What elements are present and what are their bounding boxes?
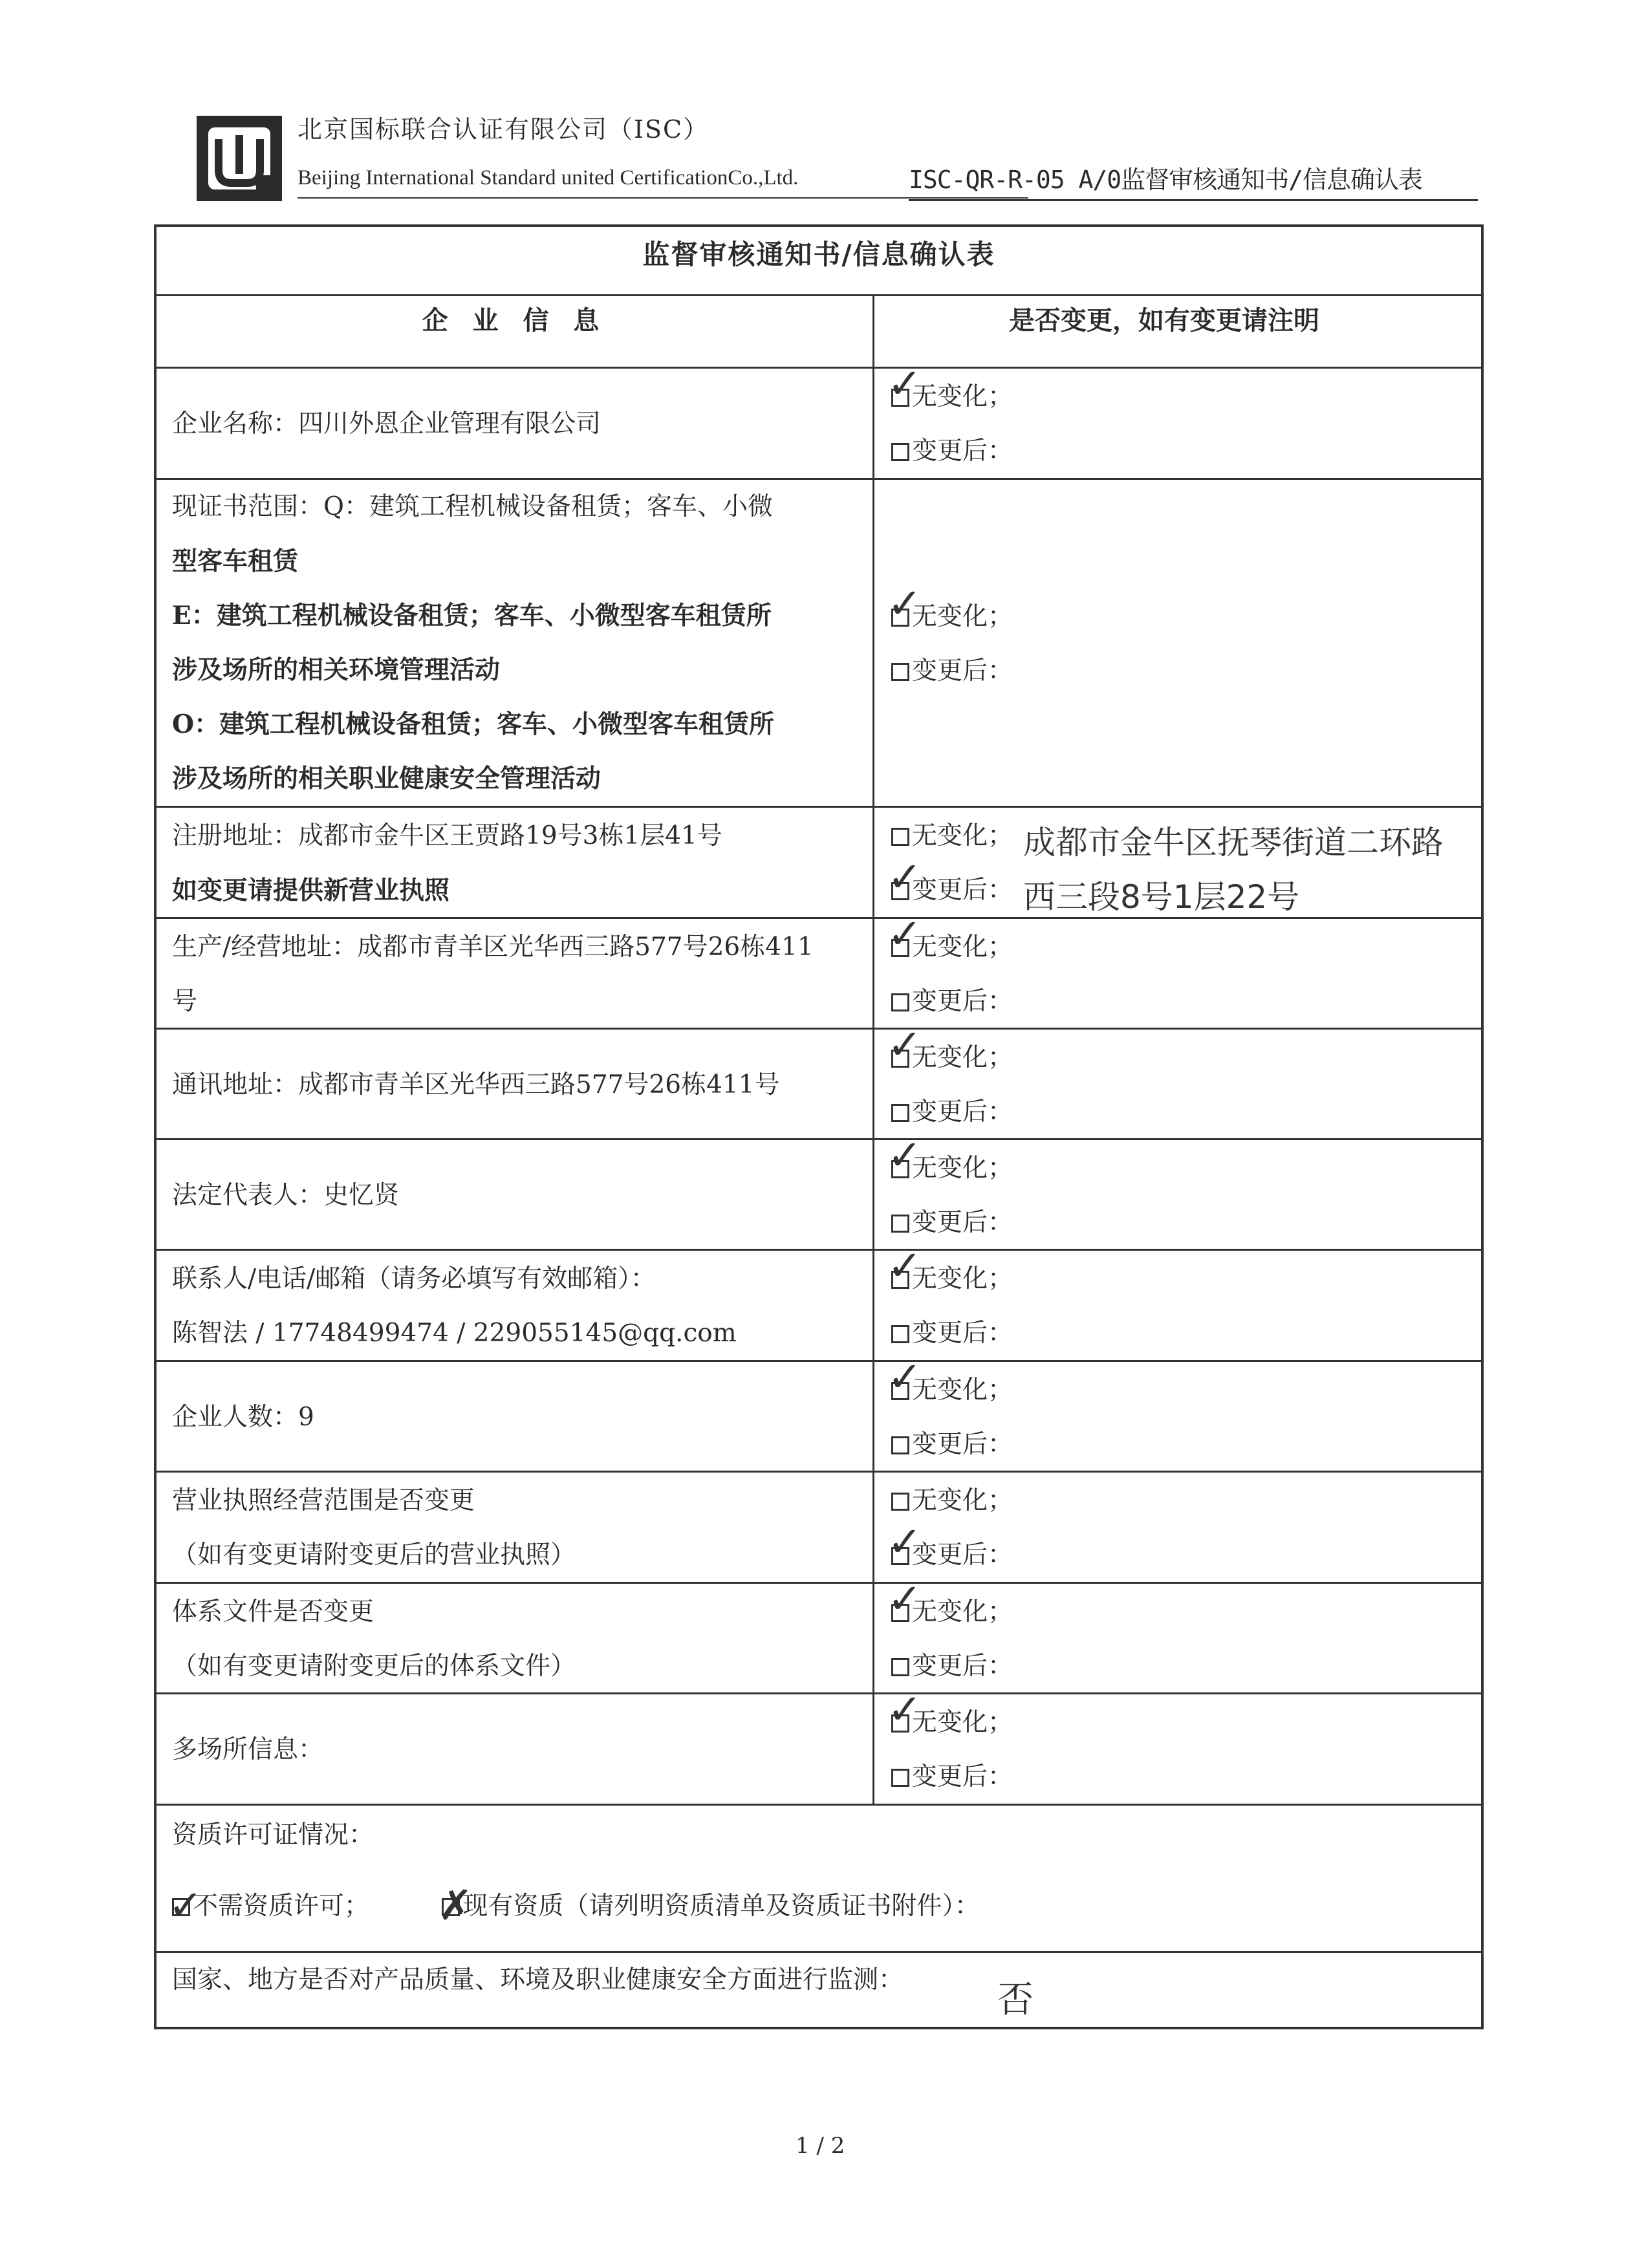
- company-name-field: 企业名称：四川外恩企业管理有限公司: [172, 409, 601, 438]
- checkmark-icon: ✓: [887, 1242, 922, 1290]
- option-changed[interactable]: 变更后：: [891, 975, 1481, 1029]
- checkmark-icon: ✓: [887, 1686, 922, 1734]
- column-header-row: [157, 296, 1481, 369]
- option-changed[interactable]: 变更后：: [891, 1085, 1481, 1139]
- option-has-qualification[interactable]: ✗ 现有资质（请列明资质清单及资质证书附件）：: [442, 1892, 980, 1921]
- checkmark-icon: ✓: [887, 1518, 922, 1566]
- option-no-change[interactable]: ✓ 无变化；: [891, 920, 1481, 975]
- legal-representative-field: 法定代表人：史忆贤: [172, 1181, 400, 1210]
- supervision-question: 国家、地方是否对产品质量、环境及职业健康安全方面进行监测：: [172, 1965, 904, 1994]
- checkbox-icon[interactable]: [891, 828, 909, 846]
- system-documents-question: 体系文件是否变更: [172, 1597, 374, 1626]
- checkmark-icon: ✓: [168, 1882, 203, 1930]
- qualification-label: 资质许可证情况：: [172, 1820, 374, 1850]
- checkbox-icon[interactable]: [891, 1658, 909, 1676]
- row-supervision: [157, 1953, 1481, 2027]
- scope-line: 涉及场所的相关环境管理活动: [172, 655, 501, 685]
- row-license-scope: [157, 1473, 1481, 1584]
- row-qualification: [157, 1806, 1481, 1953]
- checkbox-icon[interactable]: [891, 1493, 909, 1511]
- checkbox-icon[interactable]: [891, 1325, 909, 1343]
- option-no-change[interactable]: ✓ 无变化；: [891, 1696, 1481, 1750]
- scope-line: 现证书范围：Q：建筑工程机械设备租赁；客车、小微: [172, 492, 773, 521]
- isc-logo-icon: [194, 113, 285, 204]
- license-scope-question: 营业执照经营范围是否变更: [172, 1486, 475, 1515]
- row-certificate-scope: [157, 480, 1481, 808]
- company-name-cn: 北京国标联合认证有限公司（ISC）: [298, 115, 709, 144]
- checkbox-icon[interactable]: [891, 1215, 909, 1233]
- option-no-change[interactable]: ✓ 无变化；: [891, 370, 1481, 424]
- mailing-address-field: 通讯地址：成都市青羊区光华西三路577号26栋411号: [172, 1070, 780, 1099]
- business-address-field: 号: [172, 987, 198, 1016]
- form-title: 监督审核通知书/信息确认表: [642, 239, 995, 270]
- option-no-change[interactable]: ✓ 无变化；: [891, 1363, 1481, 1418]
- option-changed[interactable]: 变更后：: [891, 1306, 1481, 1361]
- row-registered-address: [157, 808, 1481, 919]
- checkmark-icon: ✓: [887, 1132, 922, 1180]
- multi-site-field: 多场所信息：: [172, 1735, 324, 1764]
- document-code: ISC-QR-R-05 A/0监督审核通知书/信息确认表: [909, 160, 1478, 201]
- checkbox-icon[interactable]: [891, 663, 909, 681]
- option-no-change[interactable]: ✓ 无变化；: [891, 1031, 1481, 1085]
- checkmark-icon: ✓: [887, 1021, 922, 1069]
- column-header-change: 是否变更，如有变更请注明: [1009, 305, 1319, 336]
- row-employee-count: [157, 1354, 1481, 1473]
- column-header-company-info: 企 业 信 息: [157, 296, 874, 367]
- handwritten-new-address: 西三段8号1层22号: [1023, 878, 1300, 916]
- form-title-row: [157, 227, 1481, 296]
- checkbox-icon[interactable]: [891, 1436, 909, 1454]
- business-address-field: 生产/经营地址：成都市青羊区光华西三路577号26栋411: [172, 933, 814, 962]
- option-no-change[interactable]: 无变化；: [891, 1474, 1481, 1528]
- option-no-change[interactable]: ✓ 无变化；: [891, 1585, 1481, 1639]
- option-changed[interactable]: ✓ 变更后：: [891, 863, 1481, 918]
- option-no-change[interactable]: 无变化；: [891, 809, 1481, 863]
- registered-address-field: 注册地址：成都市金牛区王贾路19号3栋1层41号: [172, 821, 722, 850]
- handwritten-answer: 否: [997, 1979, 1034, 2021]
- option-no-change[interactable]: ✓ 无变化；: [891, 590, 1481, 644]
- checkmark-icon: ✓: [887, 580, 922, 628]
- contact-label: 联系人/电话/邮箱（请务必填写有效邮箱）：: [172, 1264, 656, 1293]
- row-legal-representative: [157, 1132, 1481, 1251]
- checkbox-icon[interactable]: [891, 993, 909, 1011]
- option-changed[interactable]: 变更后：: [891, 1750, 1481, 1804]
- scope-line: 涉及场所的相关职业健康安全管理活动: [172, 764, 601, 794]
- page-header: [194, 107, 1488, 204]
- license-scope-note: （如有变更请附变更后的营业执照）: [172, 1540, 576, 1570]
- row-business-address: [157, 911, 1481, 1030]
- row-contact: [157, 1242, 1481, 1362]
- registered-address-note: 如变更请提供新营业执照: [172, 876, 450, 905]
- checkbox-icon[interactable]: [891, 443, 909, 461]
- option-changed[interactable]: ✓ 变更后：: [891, 1528, 1481, 1582]
- contact-value: 陈智法 / 17748499474 / 229055145@qq.com: [172, 1319, 737, 1348]
- company-name-en: Beijing International Standard united CertificationCo.,Ltd.: [298, 166, 799, 189]
- checkmark-icon: ✗: [438, 1882, 473, 1930]
- row-mailing-address: [157, 1021, 1481, 1140]
- option-no-change[interactable]: ✓ 无变化；: [891, 1141, 1481, 1196]
- employee-count-field: 企业人数：9: [172, 1403, 314, 1432]
- option-changed[interactable]: 变更后：: [891, 424, 1481, 479]
- row-company-name: [157, 360, 1481, 480]
- checkbox-icon[interactable]: [891, 1104, 909, 1122]
- confirmation-form: [154, 224, 1484, 2029]
- checkmark-icon: ✓: [887, 1575, 922, 1623]
- scope-line: E：建筑工程机械设备租赁；客车、小微型客车租赁所: [172, 601, 772, 631]
- option-changed[interactable]: 变更后：: [891, 644, 1481, 698]
- option-no-change[interactable]: ✓ 无变化；: [891, 1252, 1481, 1306]
- scope-line: 型客车租赁: [172, 546, 299, 576]
- option-changed[interactable]: 变更后：: [891, 1639, 1481, 1694]
- checkmark-icon: ✓: [887, 911, 922, 958]
- scope-line: O：建筑工程机械设备租赁；客车、小微型客车租赁所: [172, 709, 774, 739]
- handwritten-new-address: 成都市金牛区抚琴街道二环路: [1023, 824, 1444, 861]
- option-no-qualification[interactable]: ✓ 不需资质许可；: [172, 1892, 369, 1921]
- page-number: 1 / 2: [796, 2133, 845, 2159]
- row-system-documents: [157, 1575, 1481, 1694]
- checkmark-icon: ✓: [887, 854, 922, 902]
- option-changed[interactable]: 变更后：: [891, 1196, 1481, 1250]
- option-changed[interactable]: 变更后：: [891, 1418, 1481, 1472]
- checkmark-icon: ✓: [887, 1354, 922, 1401]
- row-multi-site: [157, 1686, 1481, 1806]
- checkmark-icon: ✓: [887, 360, 922, 408]
- system-documents-note: （如有变更请附变更后的体系文件）: [172, 1652, 576, 1681]
- checkbox-icon[interactable]: [891, 1769, 909, 1787]
